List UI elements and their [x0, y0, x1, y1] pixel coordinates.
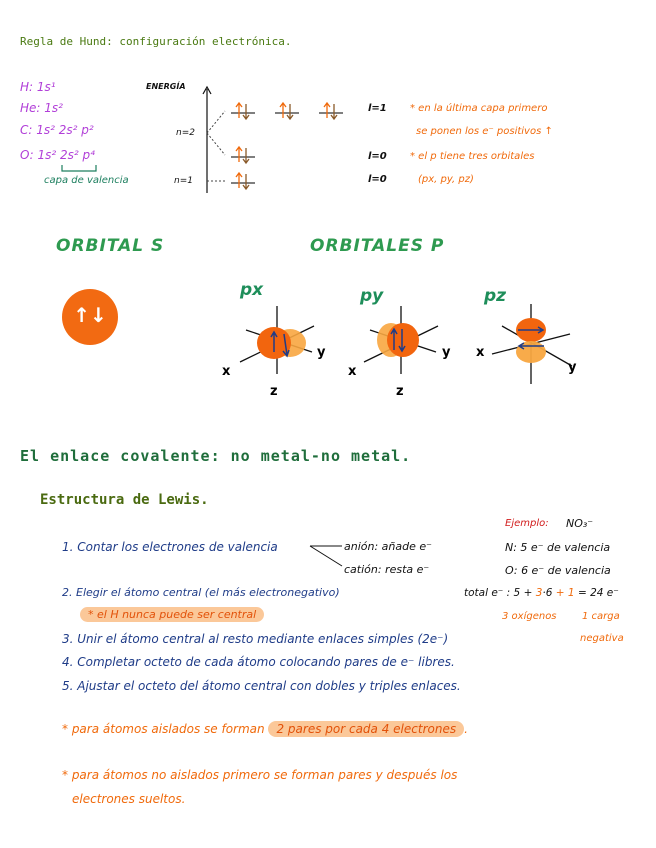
- step-2: 2. Elegir el átomo central (el más electronegativo): [62, 586, 340, 599]
- example-o-line: O: 6 e⁻ de valencia: [505, 564, 611, 577]
- total-plus-one: + 1: [555, 587, 575, 599]
- step-1-branch: [308, 540, 344, 570]
- px-axis-x: x: [222, 364, 231, 379]
- footnote-1-pre: * para átomos aislados se forman: [62, 722, 265, 736]
- py-axis-z: z: [396, 384, 404, 399]
- lewis-title: Estructura de Lewis.: [40, 492, 209, 508]
- l1-label: l=1: [368, 103, 387, 114]
- l0-label-b: l=0: [368, 174, 387, 185]
- example-total: [464, 587, 619, 599]
- pz-label: pz: [484, 286, 507, 306]
- step-1: 1. Contar los electrones de valencia: [62, 540, 278, 554]
- config-h: H: 1s¹: [20, 80, 56, 94]
- pz-orbital: [486, 300, 576, 386]
- note-1: * en la última capa primero: [410, 103, 548, 114]
- example-oxygens: 3 oxígenos: [502, 611, 557, 622]
- cation-note: catión: resta e⁻: [344, 563, 430, 576]
- n2-label: n=2: [176, 128, 195, 138]
- note-2: se ponen los e⁻ positivos ↑: [416, 126, 553, 137]
- px-axis-y: y: [317, 345, 326, 360]
- total-result: = 24 e⁻: [577, 587, 619, 599]
- config-he: He: 1s²: [20, 101, 63, 115]
- l0-label-a: l=0: [368, 151, 387, 162]
- orbital-s-label: ORBITAL S: [56, 236, 165, 256]
- valence-bracket: [60, 164, 100, 174]
- px-label: px: [240, 280, 264, 300]
- step-4: 4. Completar octeto de cada átomo colocando pares de e⁻ libres.: [62, 655, 455, 669]
- example-label: Ejemplo:: [505, 518, 549, 529]
- page-title: Regla de Hund: configuración electrónica.: [20, 35, 292, 48]
- total-prefix: total e⁻ : 5 +: [464, 587, 533, 599]
- py-label: py: [360, 286, 384, 306]
- py-axis-y: y: [442, 345, 451, 360]
- example-n-line: N: 5 e⁻ de valencia: [505, 541, 611, 554]
- footnote-1-highlight: 2 pares por cada 4 electrones: [268, 721, 464, 737]
- energy-diagram: [165, 85, 375, 197]
- footnote-2b: electrones sueltos.: [72, 792, 186, 806]
- total-times-six: ·6: [542, 587, 553, 599]
- total-three: 3: [535, 587, 543, 599]
- valence-label: capa de valencia: [44, 175, 129, 186]
- orbitals-p-label: ORBITALES P: [310, 236, 445, 256]
- step-5: 5. Ajustar el octeto del átomo central con dobles y triples enlaces.: [62, 679, 461, 693]
- py-axis-x: x: [348, 364, 357, 379]
- footnote-1-post: .: [464, 722, 468, 736]
- step-3: 3. Unir el átomo central al resto mediante enlaces simples (2e⁻): [62, 632, 449, 646]
- example-charge-1: 1 carga: [582, 611, 620, 622]
- s-orbital-arrows: ↑↓: [73, 303, 107, 327]
- n1-label: n=1: [174, 176, 193, 186]
- pz-axis-y: y: [568, 360, 577, 375]
- py-orbital: [356, 300, 446, 380]
- step-2-note: * el H nunca puede ser central: [80, 607, 264, 622]
- px-axis-z: z: [270, 384, 278, 399]
- example-formula: NO₃⁻: [566, 517, 594, 530]
- config-o: O: 1s² 2s² p⁴: [20, 148, 95, 162]
- note-3: * el p tiene tres orbitales: [410, 151, 535, 162]
- anion-note: anión: añade e⁻: [344, 540, 432, 553]
- pz-axis-x: x: [476, 345, 485, 360]
- example-charge-2: negativa: [580, 633, 624, 644]
- footnote-2a: * para átomos no aislados primero se forman pares y después los: [62, 768, 458, 782]
- covalent-title: El enlace covalente: no metal-no metal.: [20, 447, 412, 465]
- energy-label: ENERGÍA: [146, 82, 186, 91]
- note-4: (px, py, pz): [418, 174, 474, 185]
- px-orbital: [232, 300, 322, 380]
- config-c: C: 1s² 2s² p²: [20, 123, 94, 137]
- footnote-1: [62, 722, 468, 736]
